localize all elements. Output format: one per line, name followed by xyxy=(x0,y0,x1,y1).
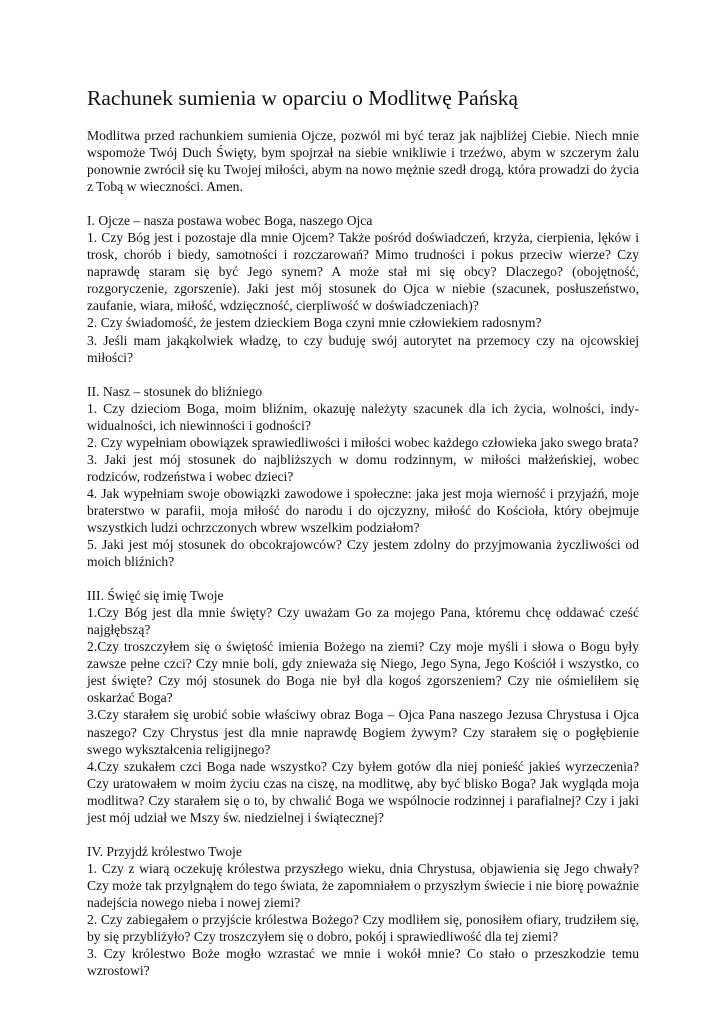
question-item: 5. Jaki jest mój stosunek do obcokrajowców? Czy jestem zdolny do przyjmowania życzliwości od moich bliźnich? xyxy=(87,537,639,570)
section-4 xyxy=(87,843,639,979)
question-item: 3.Czy starałem się urobić sobie właściwy obraz Boga – Ojca Pana naszego Jezusa Chrystusa i Ojca naszego? Czy Chrystus jest dla mnie naprawdę Bogiem żywym? Czy starałem się o pogłębienie swego wykształcenia religijnego? xyxy=(87,707,639,757)
question-item: 4. Jak wypełniam swoje obowiązki zawodowe i społeczne: jaka jest moja wierność i przyjaźń, moje braterstwo w parafii, moja miłość do narodu i do ojczyzny, miłość do Kościoła, który obejmuje wszystkich ludzi ochrzczonych wbrew wszelkim podziałom? xyxy=(87,485,639,535)
question-item: 1. Czy z wiarą oczekuję królestwa przyszłego wieku, dnia Chrystusa, objawienia się Jego chwały? Czy może tak przylgnąłem do tego świata, że zapomniałem o przyszłym świecie i nie biorę poważnie nadejścia nowego nieba i nowej ziemi? xyxy=(87,860,639,910)
section-1 xyxy=(87,212,639,365)
question-item: 2. Czy wypełniam obowiązek sprawiedliwości i miłości wobec każdego człowieka jako swego brata? xyxy=(87,434,639,450)
section-3 xyxy=(87,587,639,826)
question-item: 1. Czy dzieciom Boga, moim bliźnim, okazuję należyty szacunek dla ich życia, wolności, indy-widualności, ich niewinności i godności? xyxy=(87,400,639,433)
question-item: 4.Czy szukałem czci Boga nade wszystko? Czy byłem gotów dla niej ponieść jakieś wyrzeczenia? Czy uratowałem w moim życiu czas na ciszę, na modlitwę, aby być blisko Boga? Jak wygląda moja modlitwa? Czy starałem się o to, by chwalić Boga we wspólnocie rodzinnej i parafialnej? Czy i jaki jest mój udział we Mszy św. niedzielnej i świątecznej? xyxy=(87,758,639,825)
question-item: 3. Czy królestwo Boże mogło wzrastać we mnie i wokół mnie? Co stało o przeszkodzie temu wzrostowi? xyxy=(87,946,639,979)
section-heading: I. Ojcze – nasza postawa wobec Boga, naszego Ojca xyxy=(87,213,373,229)
question-item: 1.Czy Bóg jest dla mnie święty? Czy uważam Go za mojego Pana, któremu chcę oddawać cześć najgłębszą? xyxy=(87,605,639,638)
section-heading: IV. Przyjdź królestwo Twoje xyxy=(87,843,242,859)
question-item: 1. Czy Bóg jest i pozostaje dla mnie Ojcem? Także pośród doświadczeń, krzyża, cierpienia, lęków i trosk, chorób i biedy, samotności i rozczarowań? Mimo trudności i pokus przeciw wierze? Czy naprawdę staram się być Jego synem? A może stał mi się obcy? Dlaczego? (obojętność, rozgoryczenie, zgorszenie). Jaki jest mój stosunek do Ojca w niebie (szacunek, posłuszeństwo, zaufanie, wiara, miłość, wdzięczność, cierpliwość w doświadczeniach)? xyxy=(87,230,639,314)
question-item: 3. Jeśli mam jakąkolwiek władzę, to czy buduję swój autorytet na przemocy czy na ojcowskiej miłości? xyxy=(87,332,639,365)
question-item: 3. Jaki jest mój stosunek do najbliższych w domu rodzinnym, w miłości małżeńskiej, wobec rodziców, rodzeństwa i wobec dzieci? xyxy=(87,451,639,484)
document-title: Rachunek sumienia w oparciu o Modlitwę Pańską xyxy=(87,86,519,110)
intro-prayer: Modlitwa przed rachunkiem sumienia Ojcze, pozwól mi być teraz jak najbliżej Ciebie. Niech mnie wspomoże Twój Duch Święty, bym spojrzał na siebie wnikliwie i trzeźwo, abym w szczerym żalu ponownie zwrócił się ku Twojej miłości, abym na nowo mężnie szedł drogą, która prowadzi do życia z Tobą w wieczności. Amen. xyxy=(87,128,639,195)
section-heading: II. Nasz – stosunek do bliźniego xyxy=(87,383,263,399)
question-item: 2. Czy świadomość, że jestem dzieckiem Boga czyni mnie człowiekiem radosnym? xyxy=(87,315,542,331)
section-2 xyxy=(87,383,639,571)
question-item: 2.Czy troszczyłem się o świętość imienia Bożego na ziemi? Czy moje myśli i słowa o Bogu były zawsze pełne czci? Czy mnie boli, gdy znieważa się Niego, Jego Syna, Jego Kościół i wszystko, co jest święte? Czy mój stosunek do Boga nie był dla kogoś zgorszeniem? Czy nie ośmieliłem się oskarżać Boga? xyxy=(87,639,639,706)
section-heading: III. Święć się imię Twoje xyxy=(87,588,224,604)
question-item: 2. Czy zabiegałem o przyjście królestwa Bożego? Czy modliłem się, ponosiłem ofiary, trudziłem się, by się przybliżyło? Czy troszczyłem się o dobro, pokój i sprawiedliwość dla tej ziemi? xyxy=(87,911,639,945)
